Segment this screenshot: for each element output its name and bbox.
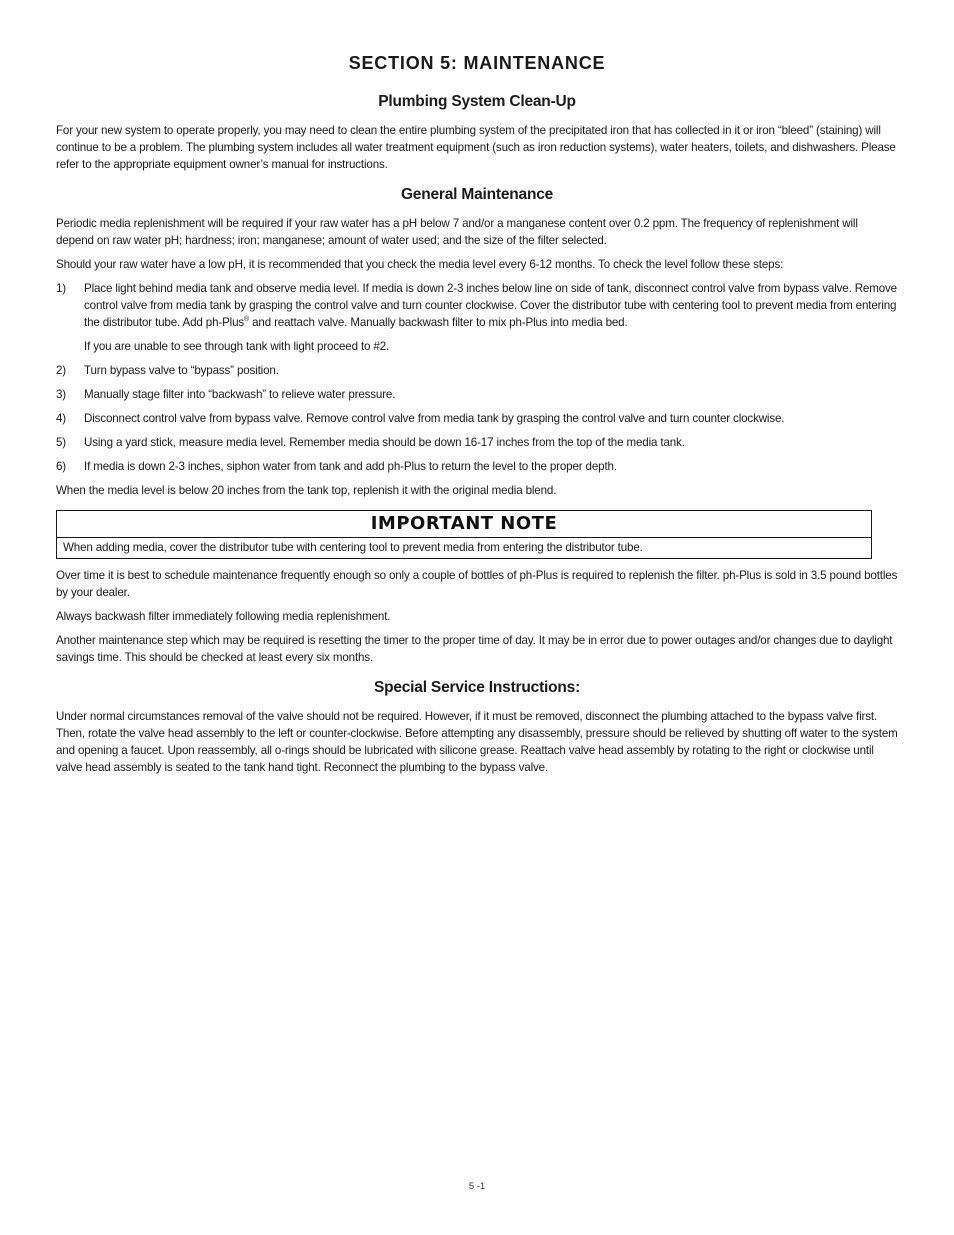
step-number: 5) bbox=[56, 436, 67, 449]
step-number: 6) bbox=[56, 460, 67, 473]
step-text bbox=[84, 280, 898, 355]
list-item bbox=[56, 362, 898, 379]
section-title: SECTION 5: MAINTENANCE bbox=[348, 53, 606, 73]
registered-mark: ® bbox=[244, 316, 250, 324]
maintenance-paragraph-1: Over time it is best to schedule maintenance frequently enough so only a couple of bottles of ph-Plus is required to replenish the filter. ph-Plus is sold in 3.5 pound bottles by your dealer. bbox=[56, 569, 898, 599]
step-number: 4) bbox=[56, 412, 67, 425]
special-paragraph: Under normal circumstances removal of the valve should not be required. However, if it must be removed, disconnect the plumbing attached to the bypass valve first. Then, rotate the valve head assembly to the left or counter-clockwise. Before attempting any disassembly, pressure should be relieved by shutting off water to the system and opening a faucet. Upon reassembly, all o-rings should be lubricated with silicone grease. Reattach valve head assembly by rotating to the right or clockwise until valve head assembly is seated to the tank hand tight. Reconnect the plumbing to the bypass valve. bbox=[56, 710, 898, 774]
plumbing-heading: Plumbing System Clean-Up bbox=[378, 93, 576, 110]
special-heading: Special Service Instructions: bbox=[373, 679, 581, 696]
list-item bbox=[56, 434, 898, 451]
maintenance-paragraph-2: Always backwash filter immediately following media replenishment. bbox=[56, 610, 391, 623]
step-text-b: and reattach valve. Manually backwash filter to mix ph-Plus into media bed. bbox=[249, 316, 628, 329]
step-number: 2) bbox=[56, 364, 67, 377]
step-text-a: Place light behind media tank and observe media level. If media is down 2-3 inches below line on side of tank, disconnect control valve from bypass valve. Remove control valve from media tank by grasping the control valve and turn counter clockwise. Cover the distributor tube with centering tool to prevent media from entering the distributor tube. Add ph-Plus bbox=[84, 282, 897, 329]
general-paragraph-1: Periodic media replenishment will be required if your raw water has a pH below 7 and/or a manganese content over 0.2 ppm. The frequency of replenishment will depend on raw water pH; hardness; iron; manganese; amount of water used; and the size of the filter selected. bbox=[56, 217, 858, 247]
step-text: Using a yard stick, measure media level. Remember media should be down 16-17 inches from the top of the media tank. bbox=[84, 436, 685, 449]
document-page bbox=[56, 52, 898, 783]
list-item bbox=[56, 280, 898, 355]
maintenance-paragraph-3: Another maintenance step which may be required is resetting the timer to the proper time of day. It may be in error due to power outages and/or changes due to daylight savings time. This should be checked at least every six months. bbox=[56, 634, 893, 664]
page-number: 5 -1 bbox=[468, 1181, 486, 1192]
step-text: Manually stage filter into “backwash” to relieve water pressure. bbox=[84, 388, 396, 401]
plumbing-paragraph: For your new system to operate properly, you may need to clean the entire plumbing system of the precipitated iron that has collected in it or iron “bleed” (staining) will continue to be a problem. The plumbing system includes all water treatment equipment (such as iron reduction systems), water heaters, toilets, and dishwashers. Please refer to the appropriate equipment owner’s manual for instructions. bbox=[56, 124, 896, 171]
important-note-box bbox=[56, 510, 872, 559]
steps-list bbox=[56, 280, 898, 475]
general-heading: General Maintenance bbox=[400, 186, 554, 203]
list-item bbox=[56, 386, 898, 403]
important-note-title: IMPORTANT NOTE bbox=[57, 511, 871, 538]
step-number: 3) bbox=[56, 388, 67, 401]
step-subnote: If you are unable to see through tank with light proceed to #2. bbox=[84, 340, 390, 353]
step-text: Turn bypass valve to “bypass” position. bbox=[84, 364, 279, 377]
step-number: 1) bbox=[56, 282, 67, 295]
general-paragraph-2: Should your raw water have a low pH, it is recommended that you check the media level every 6-12 months. To check the level follow these steps: bbox=[56, 258, 784, 271]
list-item bbox=[56, 458, 898, 475]
after-steps-paragraph: When the media level is below 20 inches from the tank top, replenish it with the original media blend. bbox=[56, 484, 557, 497]
important-note-text: When adding media, cover the distributor tube with centering tool to prevent media from entering the distributor tube. bbox=[63, 541, 643, 554]
step-text: Disconnect control valve from bypass valve. Remove control valve from media tank by grasping the control valve and turn counter clockwise. bbox=[84, 412, 785, 425]
step-text: If media is down 2-3 inches, siphon water from tank and add ph-Plus to return the level to the proper depth. bbox=[84, 460, 617, 473]
list-item bbox=[56, 410, 898, 427]
